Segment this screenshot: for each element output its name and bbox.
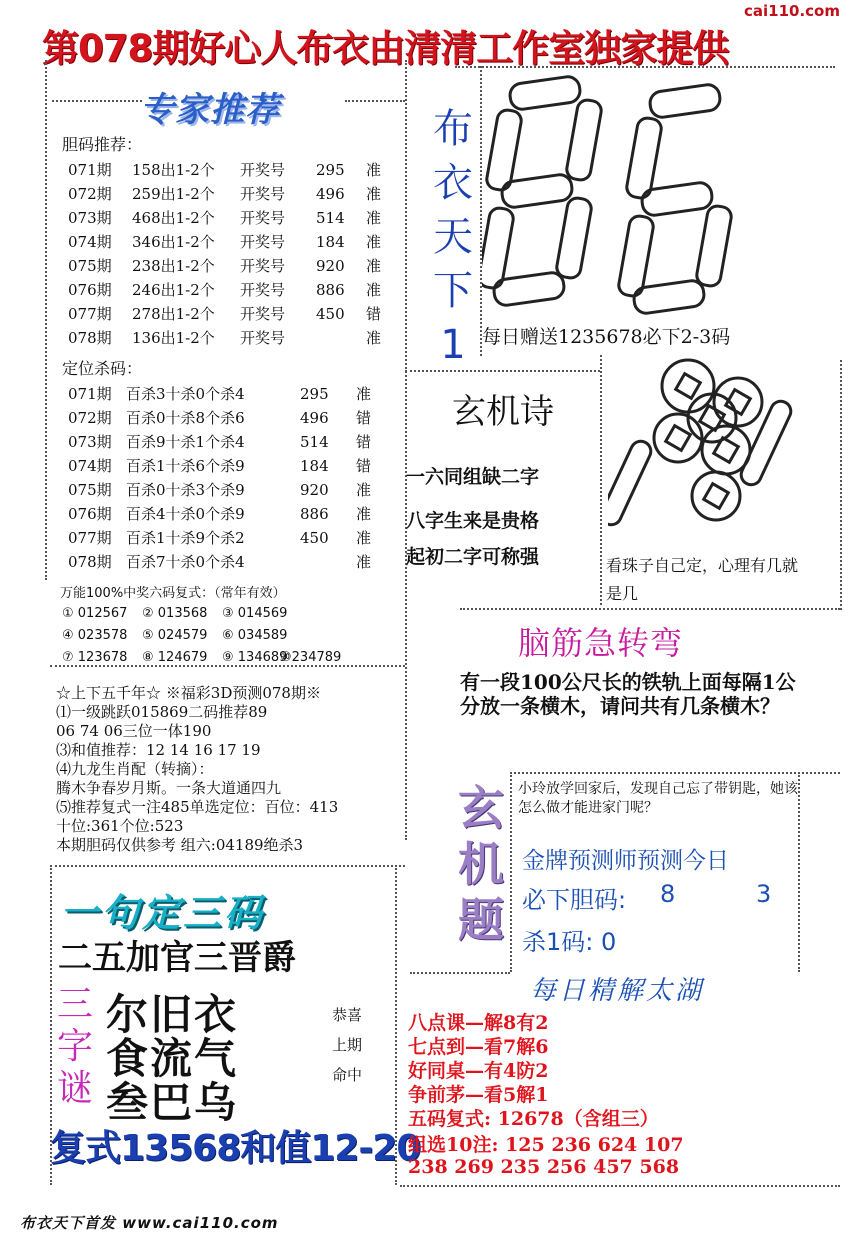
divider [45, 60, 47, 580]
riddle-char-line: 叁巴乌 [106, 1078, 239, 1127]
result: 准 [356, 505, 372, 523]
coin-edge-icon [608, 438, 654, 528]
label: 开奖号 [240, 161, 286, 179]
kill-heading: 定位杀码： [62, 359, 143, 378]
must-dan-label: 必下胆码: [522, 886, 627, 914]
vertical-char: 下 [433, 268, 473, 314]
fc3d-line: ☆上下五千年☆ ※福彩3D预测078期※ [56, 684, 321, 702]
divider [798, 772, 800, 972]
period: 077期 [68, 529, 112, 547]
divider [410, 972, 510, 974]
taihu-line: 238 269 235 256 457 568 [408, 1156, 680, 1178]
divider [460, 608, 840, 610]
period: 071期 [68, 161, 112, 179]
combo-item: ⑩234789 [280, 650, 342, 665]
period: 073期 [68, 209, 112, 227]
vertical-char: 题 [458, 893, 504, 947]
vertical-char: 天 [433, 214, 473, 260]
number: 886 [316, 281, 345, 299]
xuanji-vertical [456, 780, 506, 948]
daily-gift: 每日赠送1235678必下2-3码 [482, 326, 731, 348]
vertical-char: 字 [56, 1026, 93, 1067]
number: 295 [316, 161, 345, 179]
vertical-char: 玄 [458, 781, 504, 835]
digit-art-icon [482, 70, 752, 320]
result: 准 [366, 233, 382, 251]
number: 496 [300, 409, 329, 427]
label: 开奖号 [240, 281, 286, 299]
divider [400, 1185, 840, 1187]
pick: 百杀0十杀3个杀9 [126, 481, 245, 499]
period: 075期 [68, 481, 112, 499]
divider [405, 60, 407, 840]
taihu-title: 每日精解太湖 [530, 976, 705, 1006]
fc3d-line: 十位:361个位:523 [56, 817, 184, 835]
riddle-question: 有一段100公尺长的铁轨上面每隔1公分放一条横木，请问共有几条横木？ [460, 670, 796, 718]
divider [600, 355, 602, 605]
fc3d-line: ⑴一级跳跃015869二码推荐89 [56, 703, 268, 721]
number: 514 [316, 209, 345, 227]
period: 078期 [68, 329, 112, 347]
sanzi-vertical [54, 984, 96, 1110]
pick: 158出1-2个 [132, 161, 215, 179]
segment-icon [625, 117, 663, 200]
combo-item: ⑧ 124679 [142, 650, 208, 665]
poem-title: 玄机诗 [452, 392, 554, 432]
pick: 238出1-2个 [132, 257, 215, 275]
coin-icon [654, 414, 702, 462]
page-title: 第078期好心人布衣由清清工作室独家提供 [42, 27, 729, 70]
taihu-line: 五码复式: 12678（含组三） [408, 1108, 659, 1130]
vertical-char: 机 [458, 837, 504, 891]
divider [345, 100, 405, 102]
coin-icon [662, 360, 714, 412]
fc3d-line: 06 74 06三位一体190 [56, 722, 212, 740]
taihu-line: 好同桌—有4防2 [408, 1060, 549, 1082]
divider [510, 772, 840, 774]
taihu-line: 八点课—解8有2 [408, 1012, 549, 1034]
combo-item: ② 013568 [142, 606, 208, 621]
coin-icon [692, 472, 740, 520]
number: 886 [300, 505, 329, 523]
riddle-title: 脑筋急转弯 [518, 624, 684, 662]
combo-item: ⑤ 024579 [142, 628, 208, 643]
period: 073期 [68, 433, 112, 451]
result: 准 [356, 553, 372, 571]
expert-title: 专家推荐 [140, 90, 280, 130]
combo-item: ⑨ 134689 [222, 650, 288, 665]
period: 075期 [68, 257, 112, 275]
combo-item: ⑥ 034589 [222, 628, 288, 643]
gold-forecast-title: 金牌预测师预测今日 [522, 848, 729, 874]
number: 184 [316, 233, 345, 251]
result: 准 [366, 281, 382, 299]
coin-icon [702, 426, 750, 474]
period: 076期 [68, 281, 112, 299]
segment-icon [565, 99, 603, 182]
label: 开奖号 [240, 305, 286, 323]
period: 078期 [68, 553, 112, 571]
pick: 278出1-2个 [132, 305, 215, 323]
result: 准 [366, 257, 382, 275]
label: 开奖号 [240, 209, 286, 227]
period: 074期 [68, 457, 112, 475]
pick: 百杀0十杀8个杀6 [126, 409, 245, 427]
combo-item: ③ 014569 [222, 606, 288, 621]
pick: 136出1-2个 [132, 329, 215, 347]
label: 开奖号 [240, 329, 286, 347]
result: 准 [356, 529, 372, 547]
divider [50, 665, 405, 667]
result: 准 [356, 481, 372, 499]
kill-one-code: 杀1码: 0 [522, 928, 617, 956]
riddle-char-line: 尔旧衣 [106, 990, 239, 1039]
vertical-char: 三 [56, 984, 93, 1025]
label: 开奖号 [240, 185, 286, 203]
result: 准 [366, 161, 382, 179]
result: 准 [366, 185, 382, 203]
result: 准 [366, 209, 382, 227]
pick: 百杀4十杀0个杀9 [126, 505, 245, 523]
one-sentence-title: 一句定三码 [60, 890, 266, 935]
taihu-line: 组选10注: 125 236 624 107 [408, 1134, 684, 1156]
congrats-line: 恭喜 [331, 1006, 362, 1024]
result: 准 [366, 329, 382, 347]
divider [50, 865, 405, 867]
vertical-char: 衣 [433, 160, 473, 206]
segment-icon [509, 75, 582, 110]
period: 071期 [68, 385, 112, 403]
bu-yi-tian-xia-vertical [424, 102, 482, 372]
combo-item: ① 012567 [62, 606, 128, 621]
combo-item: ⑦ 123678 [62, 650, 128, 665]
pick: 259出1-2个 [132, 185, 215, 203]
period: 072期 [68, 409, 112, 427]
bead-text: 看珠子自己定，心理有几就是几 [606, 556, 799, 603]
site-badge[interactable]: cai110.com [744, 2, 840, 20]
pick: 346出1-2个 [132, 233, 215, 251]
segment-icon [555, 197, 593, 280]
divider [455, 66, 835, 68]
vertical-char: 谜 [56, 1068, 93, 1109]
number: 184 [300, 457, 329, 475]
segment-icon [695, 205, 733, 288]
number: 450 [300, 529, 329, 547]
period: 072期 [68, 185, 112, 203]
fc3d-line: ⑸推荐复式一注485单选定位：百位：413 [56, 798, 339, 816]
pick: 246出1-2个 [132, 281, 215, 299]
pick: 百杀1十杀9个杀2 [126, 529, 245, 547]
number: 920 [316, 257, 345, 275]
segment-icon [617, 215, 655, 298]
divider [840, 360, 842, 610]
footer: 布衣天下首发 www.cai110.com [20, 1214, 279, 1232]
poem-line: 起初二字可称强 [406, 546, 540, 568]
divider [52, 100, 142, 102]
label: 开奖号 [240, 233, 286, 251]
number: 496 [316, 185, 345, 203]
label: 开奖号 [240, 257, 286, 275]
coin-edge-icon [738, 398, 794, 488]
pick: 百杀9十杀1个杀4 [126, 433, 245, 451]
taihu-line: 七点到—看7解6 [408, 1036, 549, 1058]
dan-heading: 胆码推荐： [62, 135, 143, 154]
result: 准 [356, 385, 372, 403]
fc3d-line: ⑶和值推荐：12 14 16 17 19 [56, 741, 261, 759]
congrats-line: 上期 [331, 1036, 362, 1054]
riddle-char-line: 食流气 [106, 1034, 239, 1083]
fushi-sum: 复式13568和值12-20 [50, 1128, 421, 1169]
segment-icon [482, 207, 515, 290]
period: 074期 [68, 233, 112, 251]
poem-line: 八字生来是贵格 [406, 510, 540, 532]
result: 错 [366, 305, 382, 323]
fc3d-line: 腾木争春岁月斯。一条大道通四九 [56, 779, 282, 797]
pick: 百杀3十杀0个杀4 [126, 385, 245, 403]
segment-icon [485, 109, 523, 192]
poem-line: 一六同组缺二字 [406, 466, 540, 488]
vertical-char: 1 [440, 322, 466, 368]
must-dan-2: 3 [756, 880, 772, 908]
number: 514 [300, 433, 329, 451]
coin-icon [688, 394, 736, 442]
pick: 百杀7十杀0个杀4 [126, 553, 245, 571]
taihu-line: 争前茅—看5解1 [408, 1084, 549, 1106]
divider [510, 772, 512, 972]
fc3d-line: ⑷九龙生肖配（转摘）： [56, 760, 214, 778]
codes-title: 万能100%中奖六码复式：（常年有效） [60, 586, 286, 601]
fc3d-line: 本期胆码仅供参考 组六:04189绝杀3 [56, 836, 304, 854]
coins-icon [608, 358, 808, 548]
number: 450 [316, 305, 345, 323]
xuanji-story: 小玲放学回家后，发现自己忘了带钥匙，她该怎么做才能进家门呢？ [518, 781, 798, 816]
period: 076期 [68, 505, 112, 523]
period: 077期 [68, 305, 112, 323]
result: 错 [356, 433, 372, 451]
must-dan-1: 8 [660, 880, 676, 908]
combo-item: ④ 023578 [62, 628, 128, 643]
number: 920 [300, 481, 329, 499]
pick: 468出1-2个 [132, 209, 215, 227]
sentence-phrase: 二五加官三晋爵 [58, 938, 296, 978]
result: 错 [356, 457, 372, 475]
vertical-char: 布 [433, 106, 473, 152]
pick: 百杀1十杀6个杀9 [126, 457, 245, 475]
congrats-line: 命中 [331, 1066, 362, 1084]
segment-icon [649, 83, 722, 118]
number: 295 [300, 385, 329, 403]
result: 错 [356, 409, 372, 427]
